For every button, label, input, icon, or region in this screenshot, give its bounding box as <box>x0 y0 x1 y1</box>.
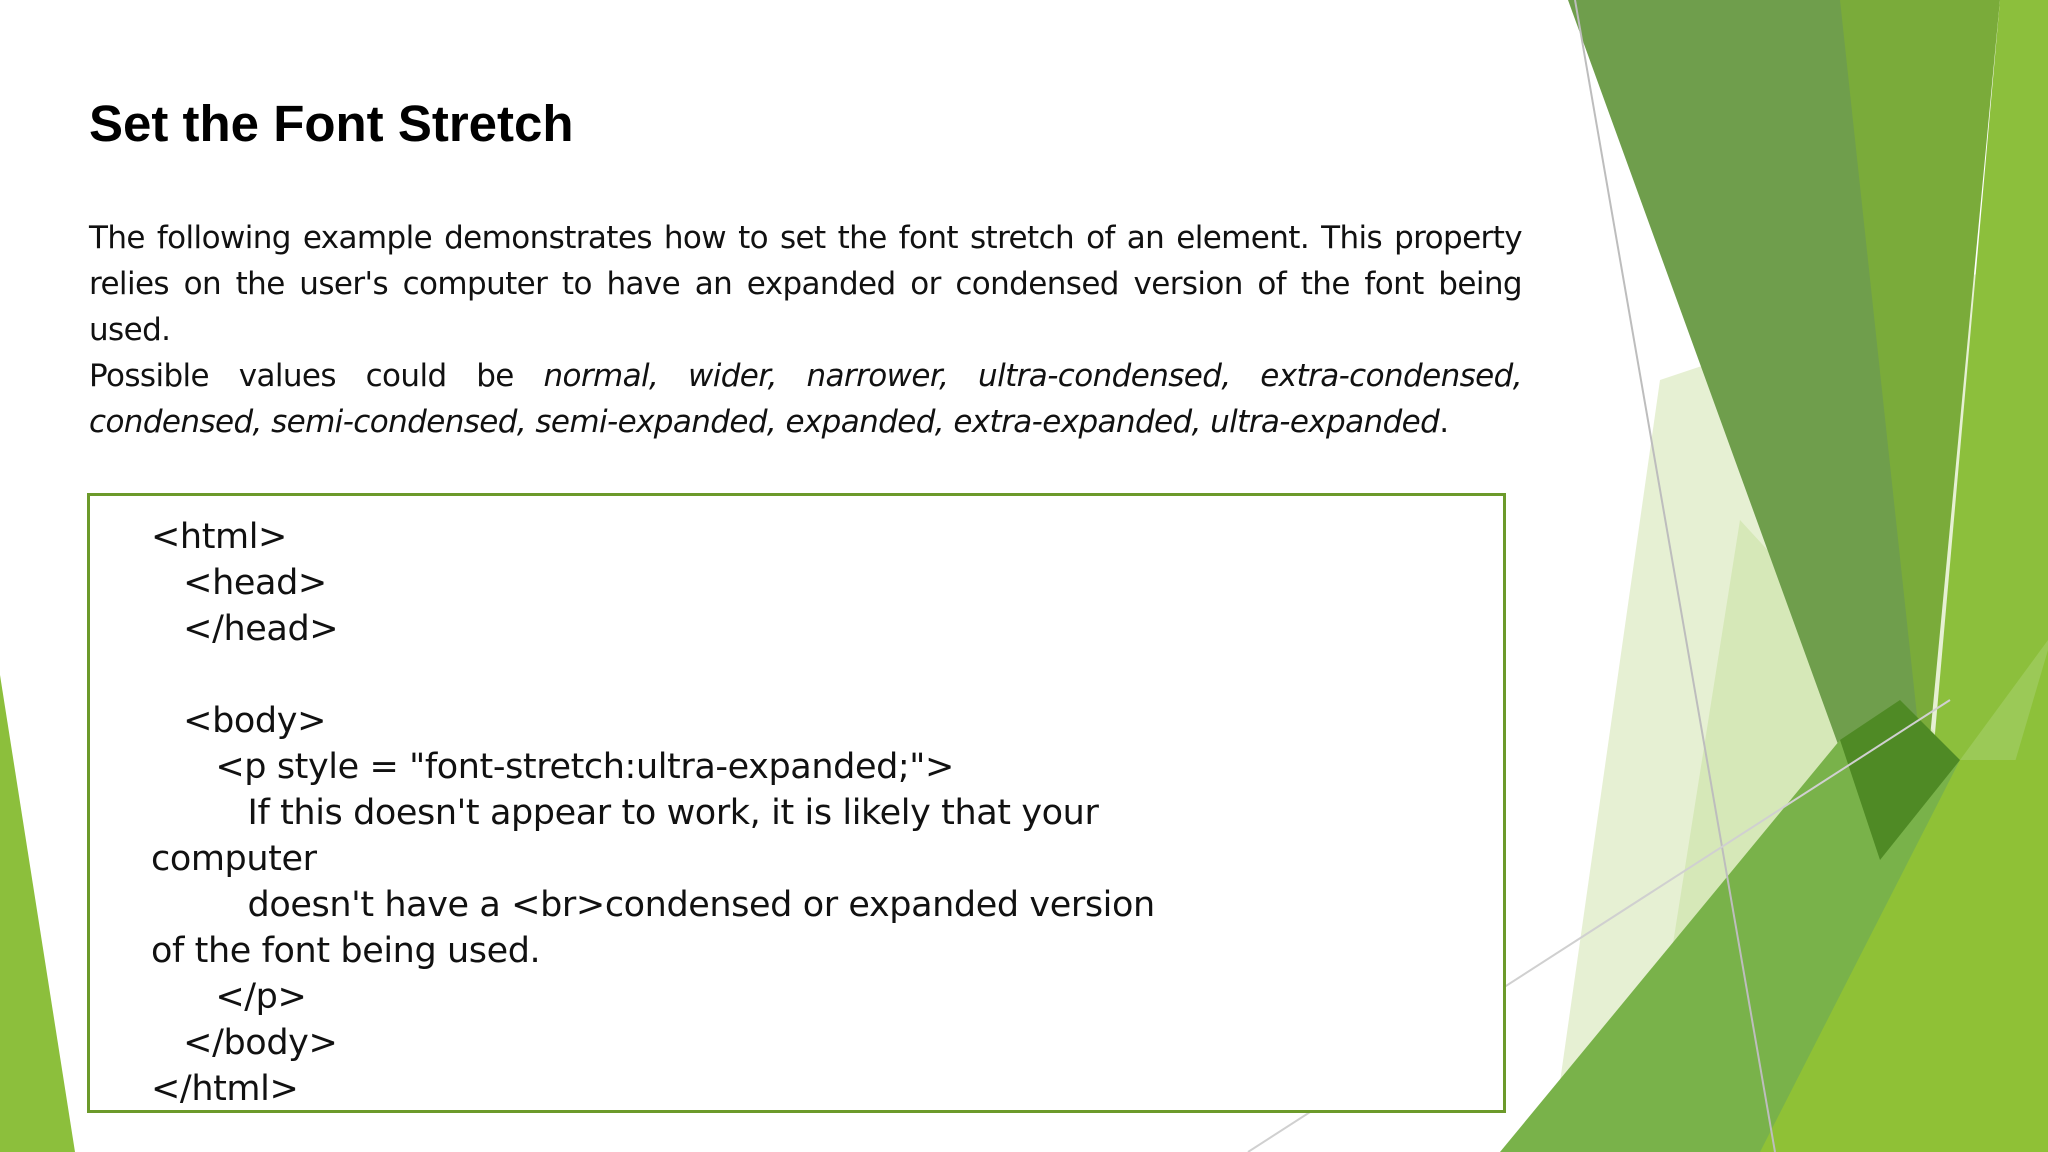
possible-values-list: normal, wider, narrower, ultra-condensed, extra-condensed, condensed, semi-condensed, semi-expanded, expanded, extra-expanded, ultra-expanded <box>89 358 1522 440</box>
code-line: </html> <box>151 1069 299 1109</box>
code-line: <body> <box>151 701 326 741</box>
possible-values-prefix: Possible values could be <box>89 358 544 394</box>
code-line: </p> <box>151 977 307 1017</box>
code-line: <head> <box>151 563 327 603</box>
code-line: </head> <box>151 609 339 649</box>
code-line: computer <box>151 839 317 879</box>
possible-values-suffix: . <box>1439 404 1449 440</box>
code-example-box <box>87 493 1506 1113</box>
code-line: <html> <box>151 517 287 557</box>
slide-body <box>89 215 1522 445</box>
intro-paragraph: The following example demonstrates how to set the font stretch of an element. This property relies on the user's computer to have an expanded or condensed version of the font being used. <box>89 220 1522 348</box>
code-line: If this doesn't appear to work, it is likely that your <box>151 793 1099 833</box>
slide-title: Set the Font Stretch <box>89 95 574 152</box>
code-line: of the font being used. <box>151 931 541 971</box>
code-line: <p style = "font-stretch:ultra-expanded;"> <box>151 747 954 787</box>
code-line: </body> <box>151 1023 338 1063</box>
possible-values-paragraph <box>89 353 1522 445</box>
code-line: doesn't have a <br>condensed or expanded version <box>151 885 1155 925</box>
